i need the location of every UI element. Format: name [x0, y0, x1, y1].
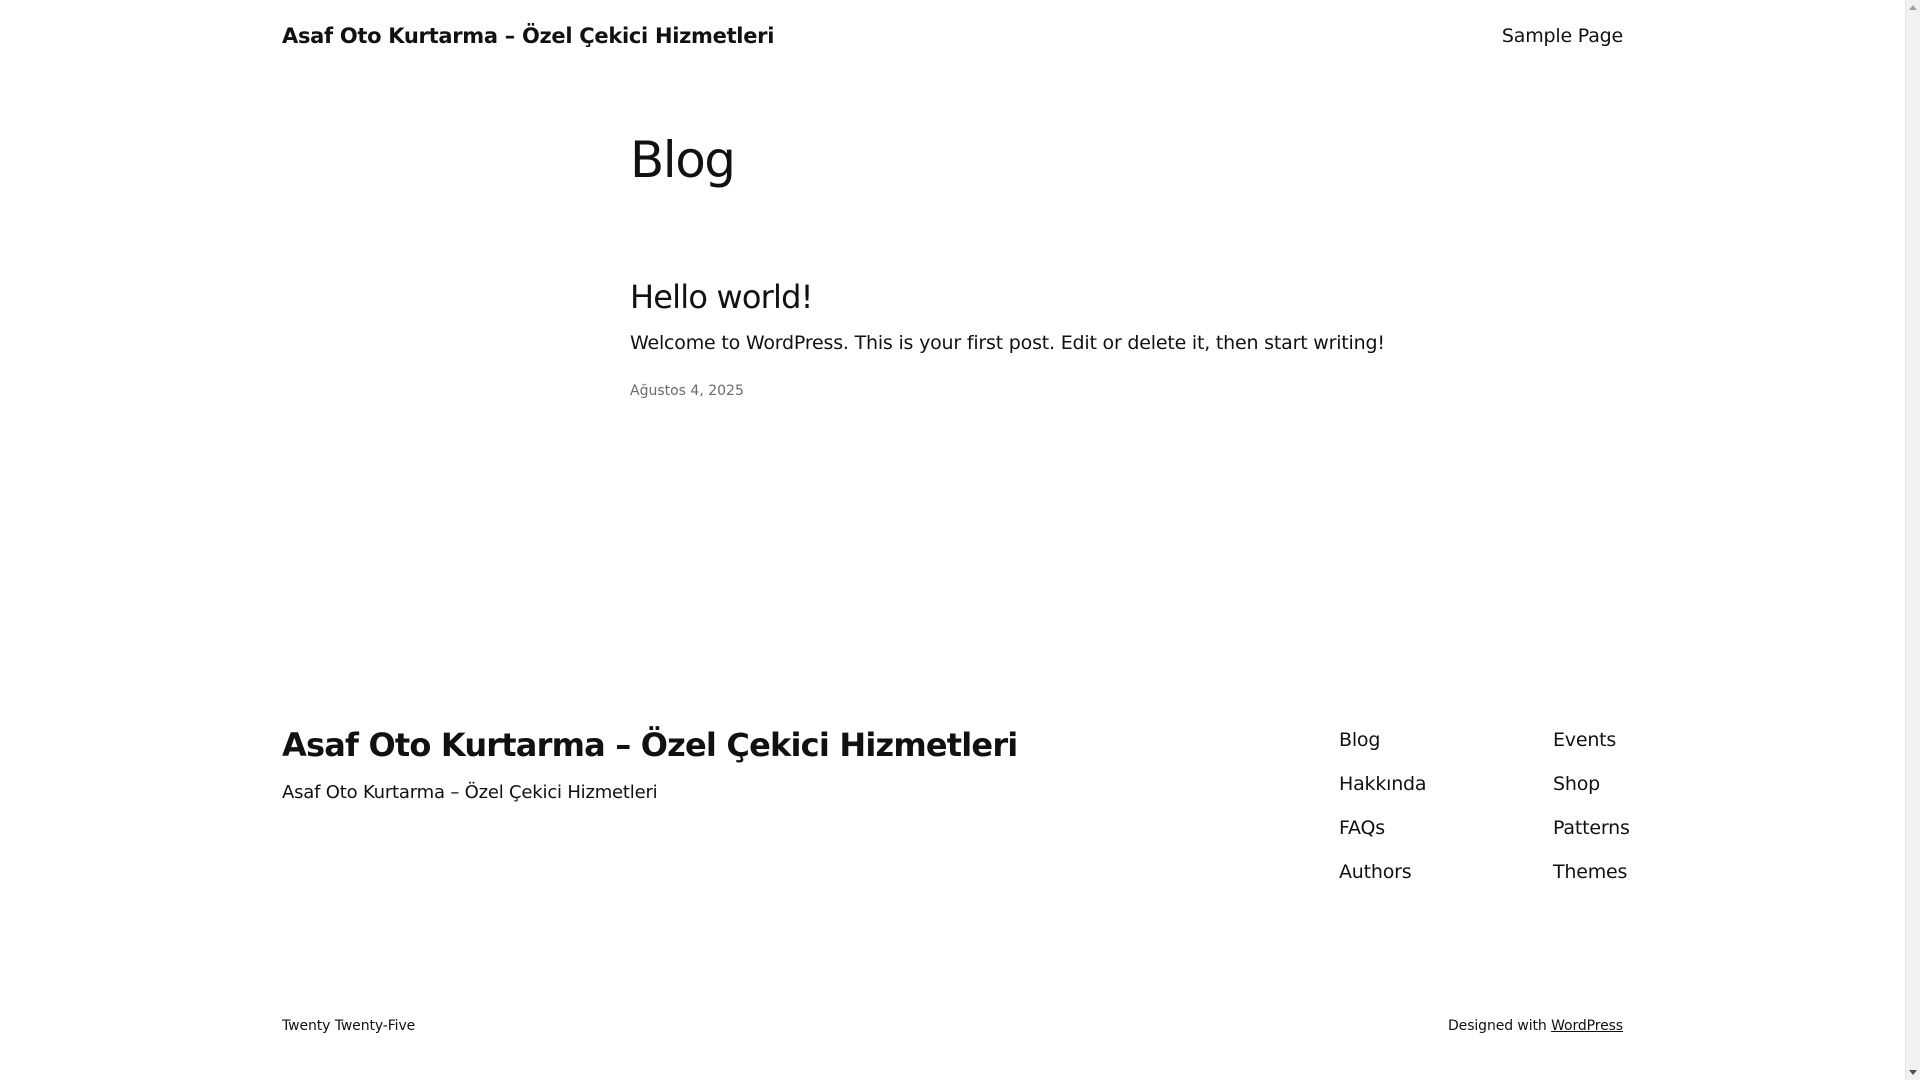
arrow-down-icon[interactable]	[1909, 1070, 1917, 1075]
footer-link-hakkinda[interactable]: Hakkında	[1339, 773, 1427, 795]
post-title-link[interactable]: Hello world!	[630, 278, 813, 316]
post-date-link[interactable]: Ağustos 4, 2025	[630, 382, 744, 399]
footer-link-faqs[interactable]: FAQs	[1339, 817, 1385, 839]
page-title: Blog	[630, 131, 735, 189]
footer-nav-column-2	[1553, 728, 1630, 884]
post-excerpt: Welcome to WordPress. This is your first post. Edit or delete it, then start writing!	[630, 332, 1385, 355]
footer-link-shop[interactable]: Shop	[1553, 773, 1600, 795]
header-nav	[1502, 25, 1623, 47]
site-title-link[interactable]: Asaf Oto Kurtarma – Özel Çekici Hizmetleri	[282, 24, 775, 48]
post-date	[630, 383, 1390, 399]
footer-credit	[1448, 1018, 1623, 1034]
footer-link-blog[interactable]: Blog	[1339, 729, 1381, 751]
footer-link-patterns[interactable]: Patterns	[1553, 817, 1630, 839]
footer-site-title	[282, 726, 1017, 764]
vertical-scrollbar[interactable]	[1905, 0, 1920, 1080]
credit-prefix: Designed with	[1448, 1018, 1547, 1034]
post-title	[630, 278, 1390, 316]
footer-tagline: Asaf Oto Kurtarma – Özel Çekici Hizmetleri	[282, 782, 658, 804]
theme-name: Twenty Twenty-Five	[282, 1018, 416, 1034]
wordpress-credit-link[interactable]: WordPress	[1551, 1018, 1623, 1034]
footer-link-themes[interactable]: Themes	[1553, 861, 1628, 883]
nav-link-sample-page[interactable]: Sample Page	[1501, 25, 1623, 47]
main-content	[630, 130, 1390, 399]
footer-link-events[interactable]: Events	[1553, 729, 1617, 751]
arrow-up-icon[interactable]	[1909, 5, 1917, 10]
footer-site-title-link[interactable]: Asaf Oto Kurtarma – Özel Çekici Hizmetleri	[282, 726, 1018, 764]
footer-bottom-bar	[282, 1018, 1623, 1034]
site-header	[282, 18, 1623, 54]
footer-nav-column-1	[1339, 728, 1426, 884]
footer-link-authors[interactable]: Authors	[1339, 861, 1412, 883]
post-item	[630, 278, 1390, 399]
footer-brand	[282, 726, 1017, 803]
